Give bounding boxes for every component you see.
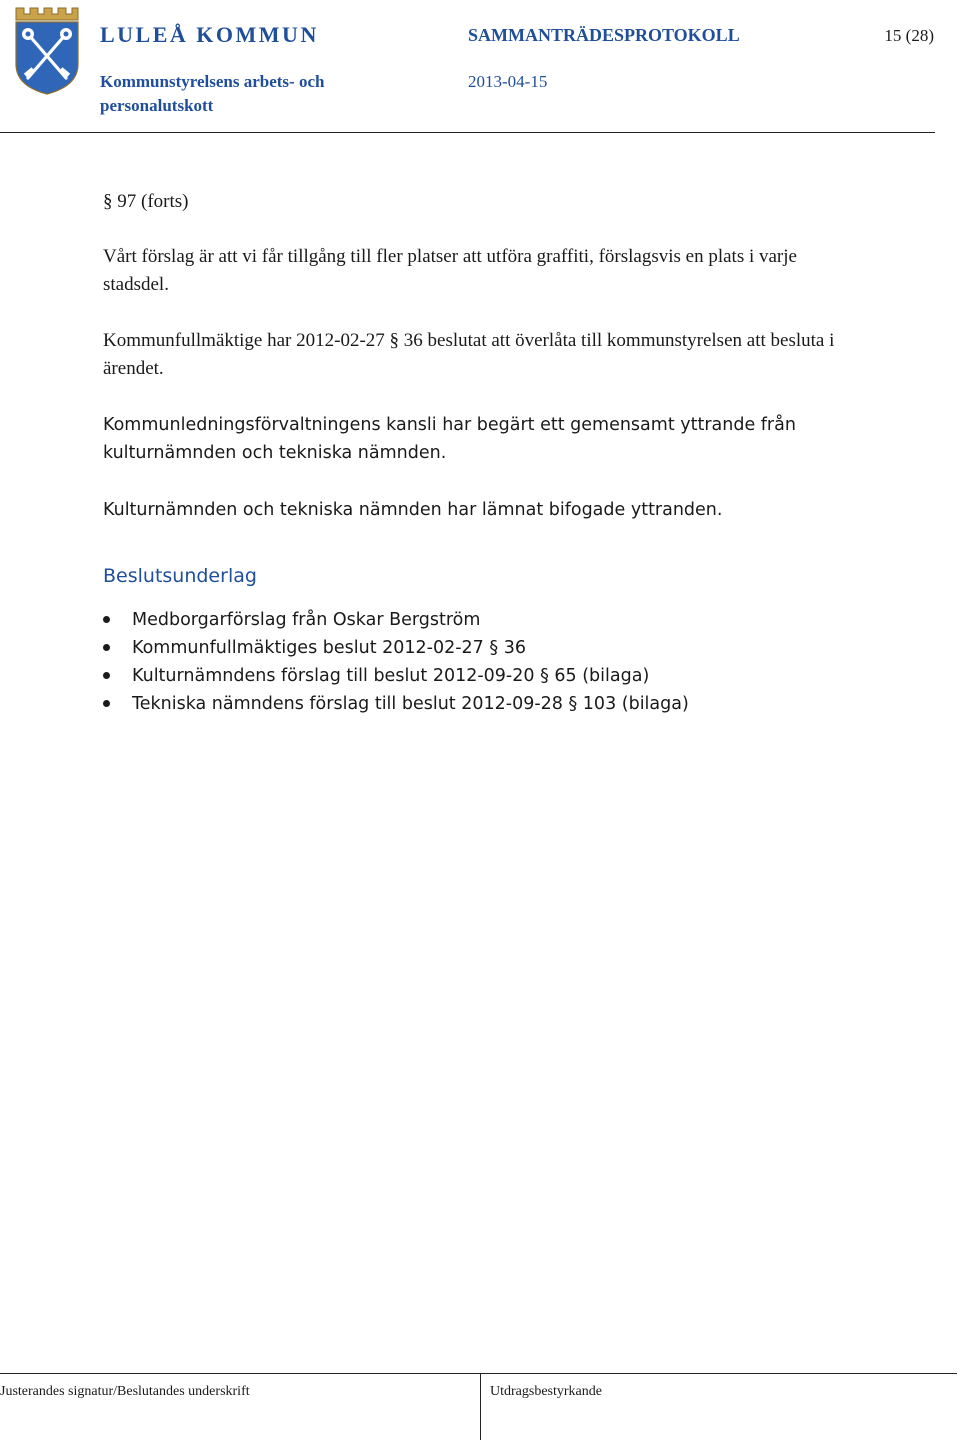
signature-label: Justerandes signatur/Beslutandes underskrift: [0, 1384, 250, 1399]
list-item-text: Kommunfullmäktiges beslut 2012-02-27 § 36: [132, 638, 526, 658]
list-item-text: Kulturnämndens förslag till beslut 2012-09-20 § 65 (bilaga): [132, 666, 650, 686]
list-item: [103, 634, 689, 662]
department-name-line2: personalutskott: [100, 96, 214, 115]
bullet-icon: [103, 616, 110, 623]
bullet-icon: [103, 672, 110, 679]
list-item-text: Medborgarförslag från Oskar Bergström: [132, 610, 481, 630]
bullet-icon: [103, 644, 110, 651]
paragraph: Kulturnämnden och tekniska nämnden har lämnat bifogade yttranden.: [103, 500, 723, 520]
list-item-text: Tekniska nämndens förslag till beslut 2012-09-28 § 103 (bilaga): [132, 694, 689, 714]
paragraph: Vårt förslag är att vi får tillgång till fler platser att utföra graffiti, förslagsvis en plats i varje stadsdel.: [103, 246, 797, 295]
list-item: [103, 690, 689, 718]
page-number: 15 (28): [884, 26, 934, 45]
header-divider: [0, 132, 935, 133]
list-item: [103, 662, 689, 690]
document-type: SAMMANTRÄDESPROTOKOLL: [468, 25, 740, 45]
section-title: § 97 (forts): [103, 191, 189, 212]
section-heading: Beslutsunderlag: [103, 565, 257, 587]
department-name-line1: Kommunstyrelsens arbets- och: [100, 72, 325, 91]
attachment-list: [103, 606, 689, 718]
coat-of-arms-icon: [12, 4, 82, 96]
paragraph: Kommunfullmäktige har 2012-02-27 § 36 beslutat att överlåta till kommunstyrelsen att besluta i ärendet.: [103, 330, 835, 379]
bullet-icon: [103, 700, 110, 707]
document-date: 2013-04-15: [468, 72, 548, 91]
list-item: [103, 606, 689, 634]
signature-footer: [0, 1373, 957, 1439]
footer-divider: [480, 1374, 481, 1440]
organization-name: LULEÅ KOMMUN: [100, 22, 319, 47]
paragraph: Kommunledningsförvaltningens kansli har begärt ett gemensamt yttrande från kulturnämnden och tekniska nämnden.: [103, 415, 796, 463]
certification-label: Utdragsbestyrkande: [490, 1384, 602, 1399]
